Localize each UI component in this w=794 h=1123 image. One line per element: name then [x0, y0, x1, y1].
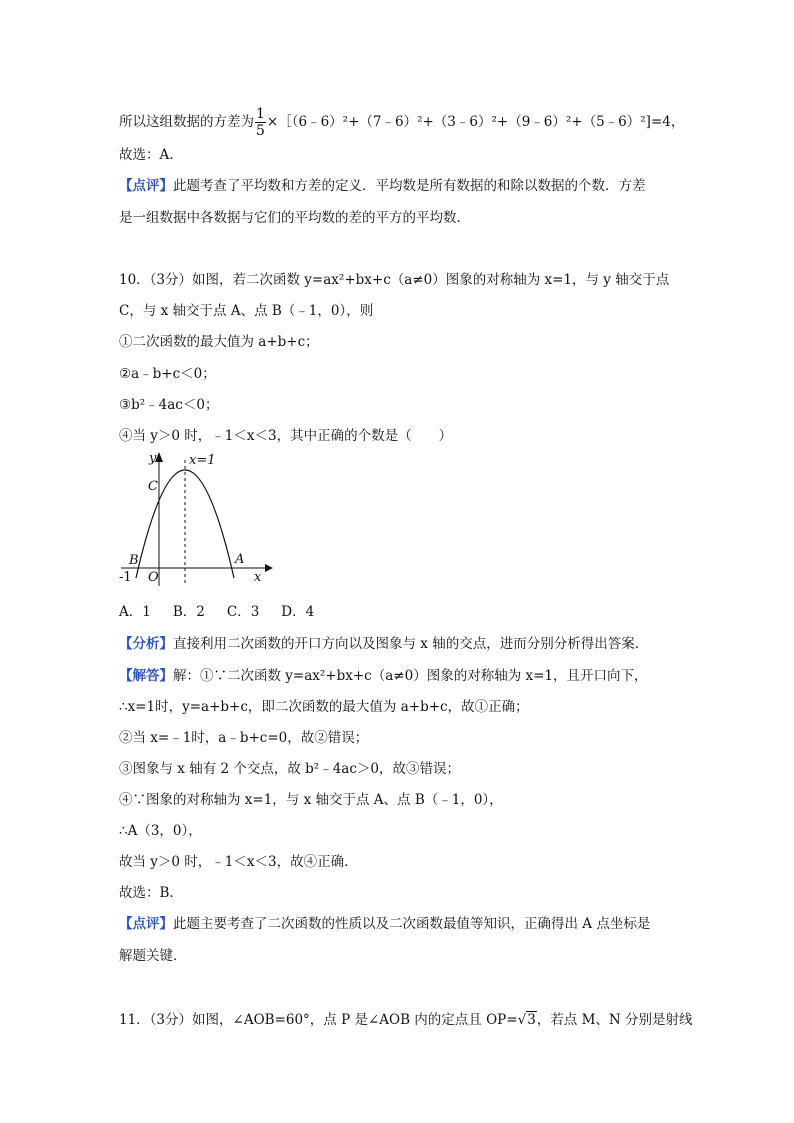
solution-line4: ③图象与 x 轴有 2 个交点，故 b²﹣4ac＞0，故③错误；: [119, 761, 460, 777]
fraction-numerator: 1: [256, 106, 265, 122]
question-10-line1: 10．（3分）如图，若二次函数 y=ax²+bx+c（a≠0）图象的对称轴为 x=1，与 y 轴交于点: [119, 272, 670, 288]
neg-one-label: -1: [119, 570, 132, 585]
option-a: A．1: [119, 604, 151, 620]
option-b: B．2: [172, 604, 205, 620]
comment-10-tag: 【点评】: [119, 916, 173, 932]
comment-9-line2: 是一组数据中各数据与它们的平均数的差的平方的平均数．: [119, 210, 470, 226]
variance-expression: ×［（6﹣6）²+（7﹣6）²+（3﹣6）²+（9﹣6）²+（5﹣6）²]=4，: [266, 114, 685, 130]
solution-text1: 解：①∵二次函数 y=ax²+bx+c（a≠0）图象的对称轴为 x=1，且开口向下，: [173, 668, 648, 684]
solution-line5: ④∵图象的对称轴为 x=1，与 x 轴交于点 A、点 B（﹣1，0），: [119, 792, 503, 808]
y-axis-label: y: [149, 451, 157, 466]
x-axis-arrow: [265, 564, 273, 572]
analysis-text: 直接利用二次函数的开口方向以及图象与 x 轴的交点，进而分别分析得出答案．: [173, 636, 649, 652]
choose-answer-9: 故选：A.: [119, 147, 174, 163]
solution-line7: 故当 y＞0 时，﹣1＜x＜3，故④正确．: [119, 854, 358, 870]
fraction-denominator: 5: [256, 123, 265, 139]
sqrt-three: [518, 1010, 537, 1030]
point-b-label: B: [129, 553, 139, 568]
analysis-tag: 【分析】: [119, 636, 173, 652]
statement-1: ①二次函数的最大值为 a+b+c；: [119, 334, 319, 350]
solution-line8: 故选：B.: [119, 885, 174, 901]
solution-tag: 【解答】: [119, 668, 173, 684]
origin-label: O: [148, 570, 159, 585]
option-d: D．4: [281, 604, 315, 620]
comment-10-line1: [119, 914, 650, 934]
solution-line6: ∴A（3，0），: [119, 823, 202, 839]
question-11-line1: [119, 1010, 693, 1030]
x-axis-label: x: [254, 570, 262, 585]
variance-line: [119, 106, 684, 139]
question-11-prefix: 11．（3分）如图，∠AOB=60°，点 P 是∠AOB 内的定点且 OP=: [119, 1012, 518, 1028]
solution-line1: [119, 666, 648, 686]
comment-tag: 【点评】: [119, 178, 173, 194]
statement-4: ④当 y＞0 时，﹣1＜x＜3，其中正确的个数是（ ）: [119, 428, 453, 444]
question-11-suffix: ，若点 M、N 分别是射线: [536, 1012, 693, 1028]
comment-10-line2: 解题关键．: [119, 948, 187, 964]
analysis-line: [119, 634, 648, 654]
fraction-one-fifth: [255, 106, 266, 139]
solution-line2: ∴x=1时，y=a+b+c，即二次函数的最大值为 a+b+c，故①正确；: [119, 699, 529, 715]
comment-10-text1: 此题主要考查了二次函数的性质以及二次函数最值等知识，正确得出 A 点坐标是: [173, 916, 651, 932]
statement-2: ②a﹣b+c＜0；: [119, 366, 216, 382]
comment-9-text1: 此题考查了平均数和方差的定义．平均数是所有数据的和除以数据的个数．方差: [173, 178, 646, 194]
answer-options: [119, 602, 336, 622]
symmetry-axis-label: x=1: [189, 453, 216, 468]
question-10-line2: C，与 x 轴交于点 A、点 B（﹣1，0），则: [119, 303, 374, 319]
parabola-graph: [117, 450, 277, 590]
option-c: C．3: [226, 604, 260, 620]
comment-9-line1: [119, 176, 646, 196]
sqrt-sign: √: [517, 1012, 527, 1028]
variance-prefix: 所以这组数据的方差为: [119, 114, 254, 130]
point-c-label: C: [148, 479, 158, 494]
point-a-label: A: [235, 552, 245, 567]
solution-line3: ②当 x=﹣1时，a﹣b+c=0，故②错误；: [119, 730, 369, 746]
statement-3: ③b²﹣4ac＜0；: [119, 397, 219, 413]
sqrt-radicand: 3: [527, 1012, 536, 1028]
